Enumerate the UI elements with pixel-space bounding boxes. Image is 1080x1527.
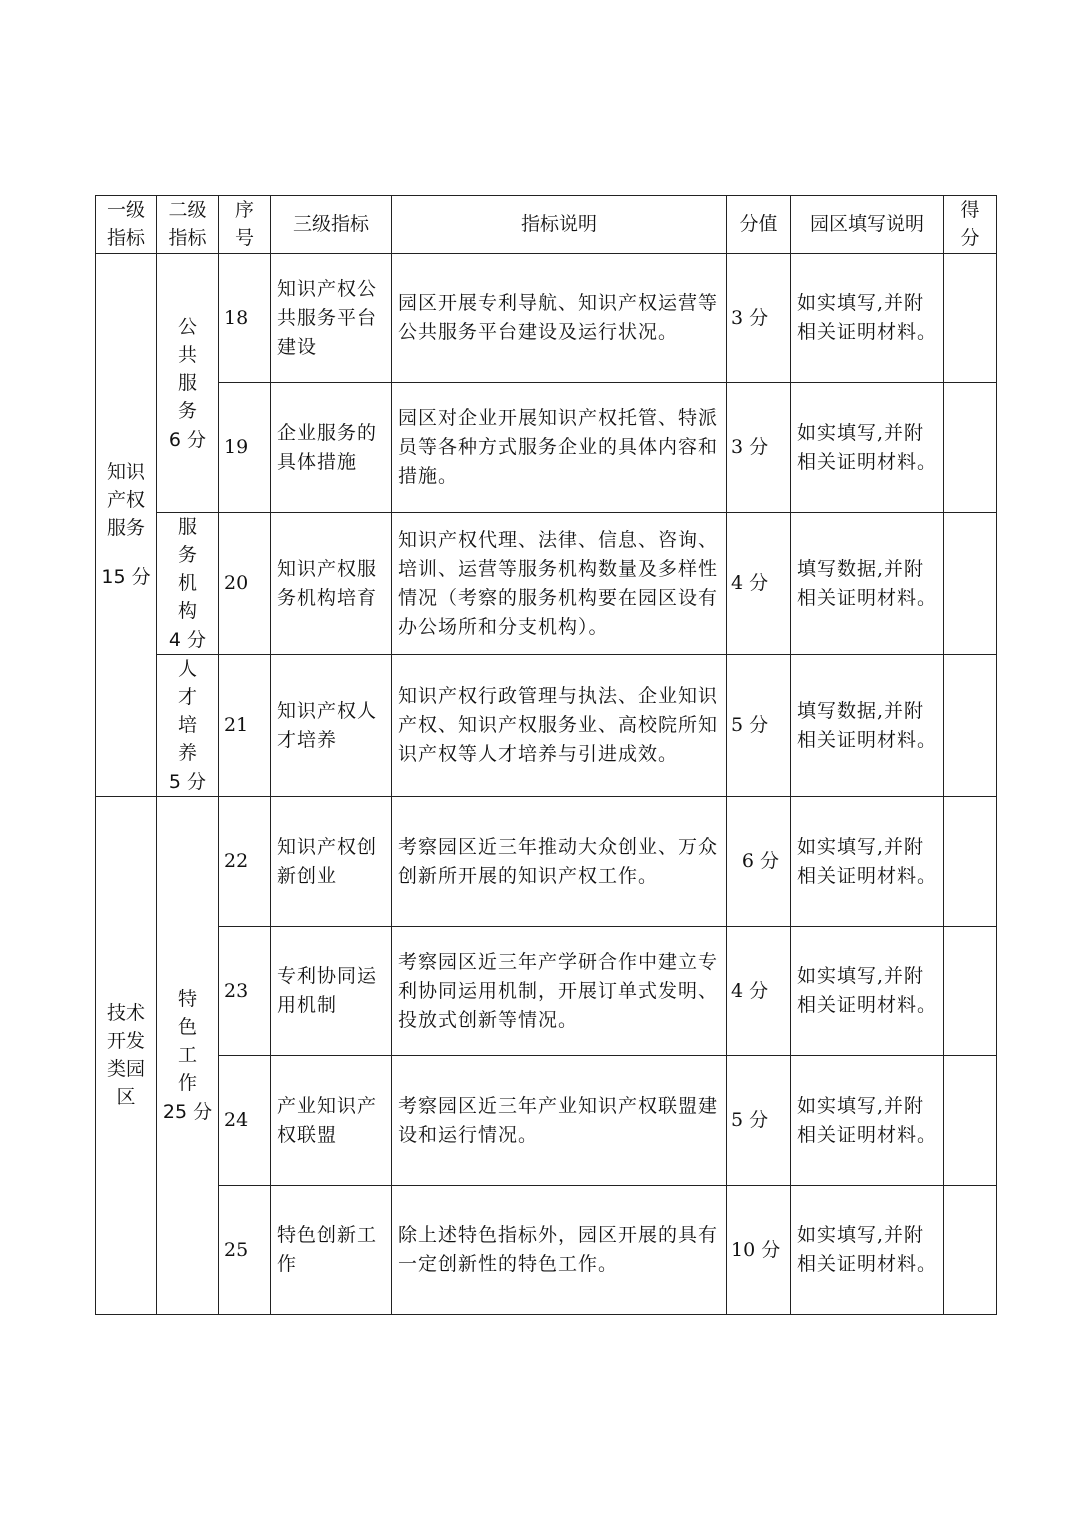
row-fill-instructions: 如实填写,并附相关证明材料。 <box>791 797 944 927</box>
row-description: 除上述特色指标外，园区开展的具有一定创新性的特色工作。 <box>392 1186 727 1315</box>
table-row <box>96 655 997 797</box>
row-got-score <box>944 797 997 927</box>
row-score: 4 分 <box>727 927 791 1056</box>
header-score: 分值 <box>727 196 791 254</box>
table-row <box>96 927 997 1056</box>
table-row <box>96 1186 997 1315</box>
row-got-score <box>944 655 997 797</box>
row-fill-instructions: 如实填写,并附相关证明材料。 <box>791 1186 944 1315</box>
row-got-score <box>944 254 997 383</box>
row-got-score <box>944 1186 997 1315</box>
row-seq: 22 <box>219 797 271 927</box>
subgroup-talent-training: 人才培养 5 分 <box>157 655 219 797</box>
row-seq: 21 <box>219 655 271 797</box>
row-got-score <box>944 513 997 655</box>
row-score: 4 分 <box>727 513 791 655</box>
group-tech-park: 技术开发类园区 <box>96 797 157 1315</box>
row-indicator: 知识产权服务机构培育 <box>271 513 392 655</box>
header-got-score: 得分 <box>944 196 997 254</box>
row-fill-instructions: 如实填写,并附相关证明材料。 <box>791 254 944 383</box>
row-got-score <box>944 927 997 1056</box>
row-score: 5 分 <box>727 655 791 797</box>
row-description: 园区开展专利导航、知识产权运营等公共服务平台建设及运行状况。 <box>392 254 727 383</box>
table-row <box>96 797 997 927</box>
row-score: 3 分 <box>727 383 791 513</box>
row-indicator: 知识产权创新创业 <box>271 797 392 927</box>
row-description: 考察园区近三年推动大众创业、万众创新所开展的知识产权工作。 <box>392 797 727 927</box>
row-got-score <box>944 1056 997 1186</box>
row-indicator: 产业知识产权联盟 <box>271 1056 392 1186</box>
row-seq: 18 <box>219 254 271 383</box>
row-fill-instructions: 如实填写,并附相关证明材料。 <box>791 927 944 1056</box>
table-row <box>96 254 997 383</box>
row-indicator: 知识产权人才培养 <box>271 655 392 797</box>
row-indicator: 专利协同运用机制 <box>271 927 392 1056</box>
row-description: 园区对企业开展知识产权托管、特派员等各种方式服务企业的具体内容和措施。 <box>392 383 727 513</box>
subgroup-service-agency: 服务机构 4 分 <box>157 513 219 655</box>
row-description: 知识产权代理、法律、信息、咨询、培训、运营等服务机构数量及多样性情况（考察的服务机构要在园区设有办公场所和分支机构）。 <box>392 513 727 655</box>
header-row <box>96 196 997 254</box>
row-indicator: 知识产权公共服务平台建设 <box>271 254 392 383</box>
header-description: 指标说明 <box>392 196 727 254</box>
group-ip-service: 知识产权服务 15 分 <box>96 254 157 797</box>
header-seq: 序号 <box>219 196 271 254</box>
row-seq: 19 <box>219 383 271 513</box>
row-description: 考察园区近三年产学研合作中建立专利协同运用机制，开展订单式发明、投放式创新等情况。 <box>392 927 727 1056</box>
indicator-table <box>95 195 997 1315</box>
row-score: 10 分 <box>727 1186 791 1315</box>
header-level3: 三级指标 <box>271 196 392 254</box>
row-description: 考察园区近三年产业知识产权联盟建设和运行情况。 <box>392 1056 727 1186</box>
row-indicator: 企业服务的具体措施 <box>271 383 392 513</box>
row-got-score <box>944 383 997 513</box>
table-row <box>96 513 997 655</box>
subgroup-public-service: 公共服务 6 分 <box>157 254 219 513</box>
header-fill-instructions: 园区填写说明 <box>791 196 944 254</box>
header-level2: 二级指标 <box>157 196 219 254</box>
row-score: 6 分 <box>727 797 791 927</box>
row-description: 知识产权行政管理与执法、企业知识产权、知识产权服务业、高校院所知识产权等人才培养与引进成效。 <box>392 655 727 797</box>
row-seq: 20 <box>219 513 271 655</box>
subgroup-special-work: 特色工作 25 分 <box>157 797 219 1315</box>
row-fill-instructions: 如实填写,并附相关证明材料。 <box>791 383 944 513</box>
row-fill-instructions: 填写数据,并附相关证明材料。 <box>791 655 944 797</box>
row-score: 5 分 <box>727 1056 791 1186</box>
table-row <box>96 383 997 513</box>
row-seq: 23 <box>219 927 271 1056</box>
row-seq: 25 <box>219 1186 271 1315</box>
row-score: 3 分 <box>727 254 791 383</box>
row-fill-instructions: 填写数据,并附相关证明材料。 <box>791 513 944 655</box>
table-row <box>96 1056 997 1186</box>
row-seq: 24 <box>219 1056 271 1186</box>
row-indicator: 特色创新工作 <box>271 1186 392 1315</box>
row-fill-instructions: 如实填写,并附相关证明材料。 <box>791 1056 944 1186</box>
header-level1: 一级指标 <box>96 196 157 254</box>
